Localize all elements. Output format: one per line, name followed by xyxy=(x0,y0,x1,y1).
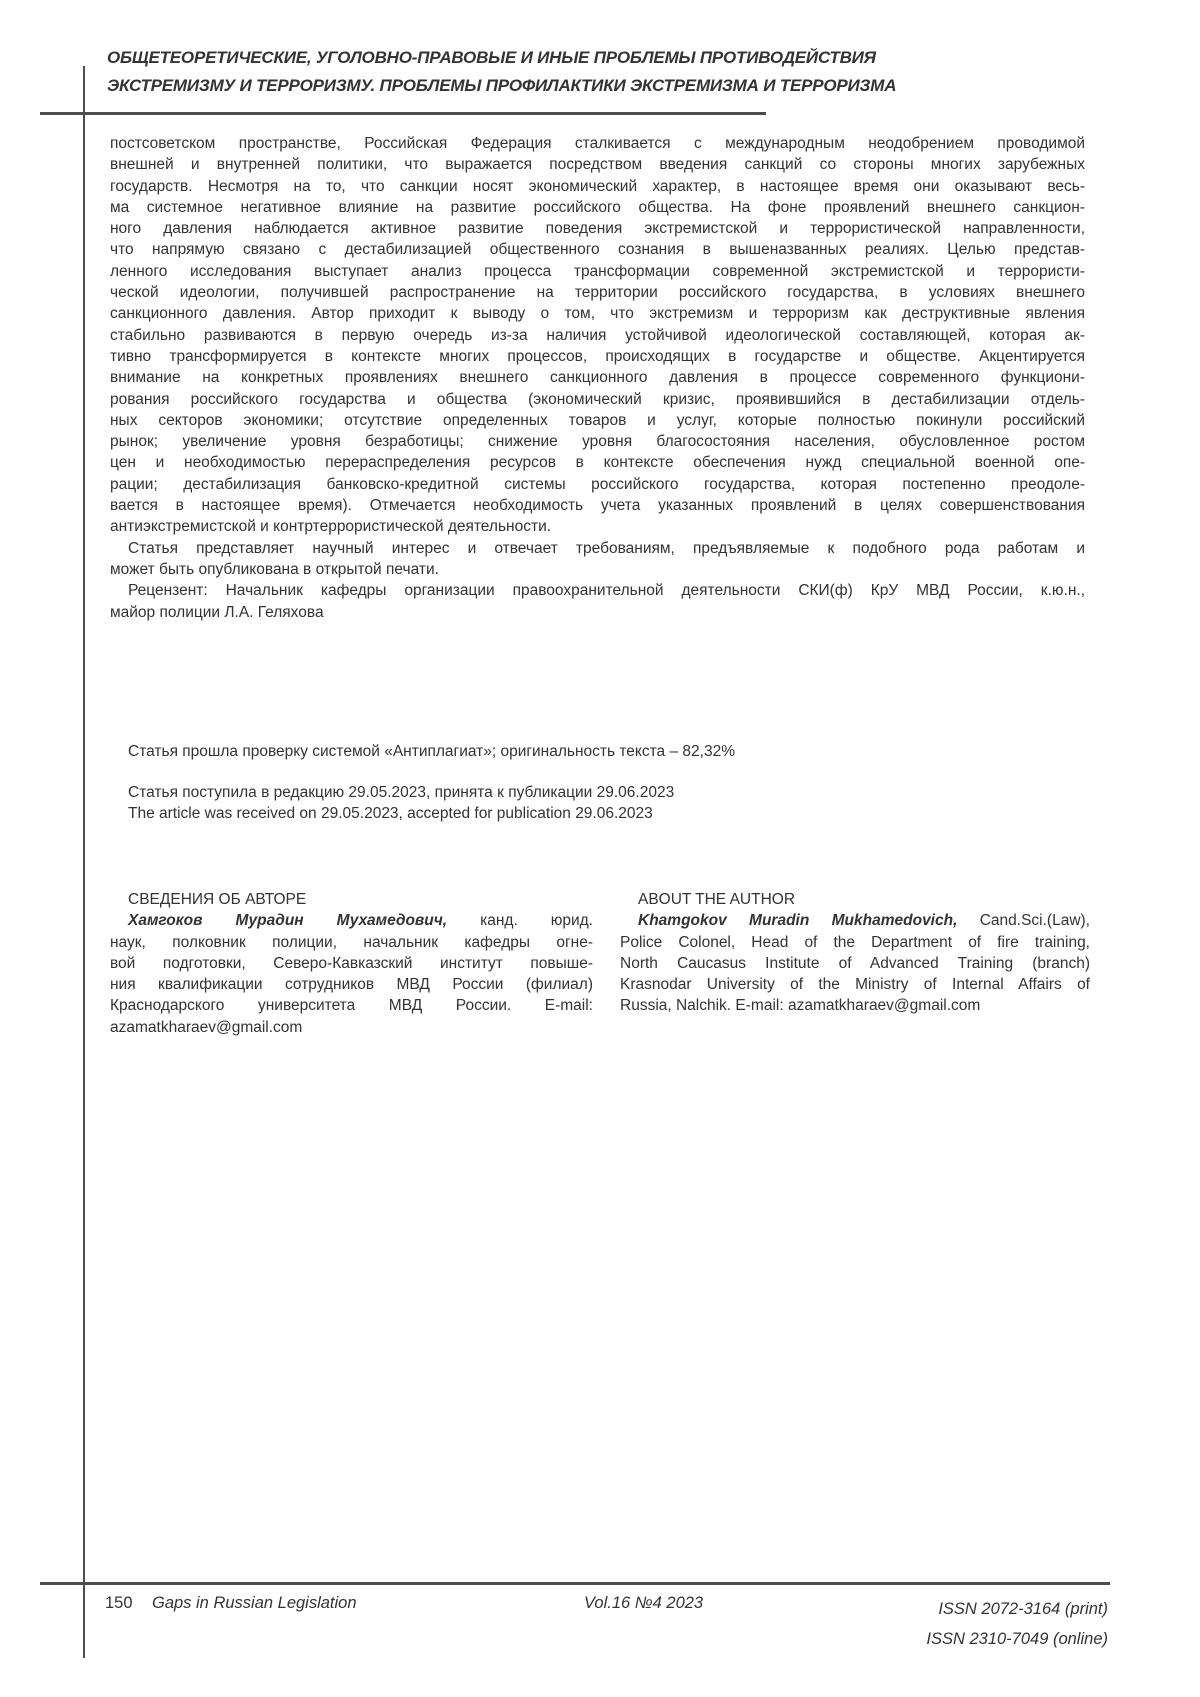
author-name-en: Khamgokov Muradin Mukhamedovich, xyxy=(638,912,958,930)
author-name-ru: Хамгоков Мурадин Мухамедович, xyxy=(128,912,448,930)
review-conclusion-last-line: может быть опубликована в открытой печати. xyxy=(110,560,439,578)
review-text-block xyxy=(110,133,1085,623)
author-info-section xyxy=(110,889,1090,1038)
received-date-en: The article was received on 29.05.2023, accepted for publication 29.06.2023 xyxy=(128,805,653,823)
author-details-en: Police Colonel, Head of the Department of fire training, North Caucasus Institute of Advanced Training (branch) Krasnodar University of the Ministry of Internal Affairs of xyxy=(620,933,1090,994)
author-email-en: Russia, Nalchik. E-mail: azamatkharaev@gmail.com xyxy=(620,997,981,1015)
review-conclusion-line: Статья представляет научный интерес и отвечает требованиям, предъявляемые к подобного рода работам и xyxy=(128,539,1085,557)
footer-issn-online: ISSN 2310-7049 (online) xyxy=(926,1630,1108,1648)
footer-journal-title: Gaps in Russian Legislation xyxy=(152,1594,357,1612)
header-divider-rule xyxy=(40,112,766,115)
author-info-ru xyxy=(110,889,593,1038)
author-email-ru: azamatkharaev@gmail.com xyxy=(110,1018,303,1036)
abstract-paragraph: постсоветском пространстве, Российская Федерация сталкивается с международным неодобрением проводимой внешней и внутренней политики, что выражается посредством введения санкций со стороны многих зарубежных государств. Несмотря на то, что санкции носят экономический характер, в настоящее время они оказывают весь- ма системное негативное влияние на развитие российского общества. На фоне проявлений внешнего санкцион- ного давления наблюдается активное развитие поведения экстремистской и террористической направленности, что напрямую связано с дестабилизацией общественного сознания в вышеназванных реалиях. Целью представ- ленного исследования выступает анализ процесса трансформации современной экстремистской и террористи- ческой идеологии, получившей распространение на территории российского государства, в условиях внешнего санкционного давления. Автор приходит к выводу о том, что экстремизм и терроризм как деструктивные явления стабильно развиваются в первую очередь из-за наличия устойчивой идеологической составляющей, которая ак- тивно трансформируется в контексте многих процессов, происходящих в государстве и обществе. Акцентируется внимание на конкретных проявлениях внешнего санкционного давления в процессе современного функциони- рования российского государства и общества (экономический кризис, проявившийся в дестабилизации отдель- ных секторов экономики; отсутствие определенных товаров и услуг, которые полностью покинули российский рынок; увеличение уровня безработицы; снижение уровня благосостояния населения, обусловленное ростом цен и необходимостью перераспределения ресурсов в контексте обеспечения нужд специальной военной опе- рации; дестабилизация банковско-кредитной системы российского государства, которая постепенно преодоле- вается в настоящее время). Отмечается необходимость учета указанных проявлений в целях совершенствования xyxy=(110,135,1085,515)
author-name-rest-ru: канд. юрид. xyxy=(447,912,593,930)
author-details-ru: наук, полковник полиции, начальник кафедры огне- вой подготовки, Северо-Кавказский институт повыше- ния квалификации сотрудников МВД России (филиал) Краснодарского университета МВД России. E-mail: xyxy=(110,933,593,1015)
footer-divider-rule xyxy=(40,1582,1110,1585)
footer-volume-info: Vol.16 №4 2023 xyxy=(584,1594,704,1612)
footer-issn-block xyxy=(926,1594,1108,1654)
author-name-line-en xyxy=(620,910,1090,931)
footer-page-number: 150 xyxy=(105,1594,133,1612)
running-head-title: ОБЩЕТЕОРЕТИЧЕСКИЕ, УГОЛОВНО-ПРАВОВЫЕ И ИНЫЕ ПРОБЛЕМЫ ПРОТИВОДЕЙСТВИЯ ЭКСТРЕМИЗМУ И ТЕРРОРИЗМУ. ПРОБЛЕМЫ ПРОФИЛАКТИКИ ЭКСТРЕМИЗМА И ТЕРРОРИЗМА xyxy=(107,48,897,95)
received-date-ru: Статья поступила в редакцию 29.05.2023, принята к публикации 29.06.2023 xyxy=(128,784,675,801)
footer-issn-print: ISSN 2072-3164 (print) xyxy=(938,1600,1108,1618)
dates-block xyxy=(128,782,1078,825)
author-name-line-ru xyxy=(110,910,593,931)
antiplagiat-note: Статья прошла проверку системой «Антиплагиат»; оригинальность текста – 82,32% xyxy=(128,743,735,760)
author-heading-ru: СВЕДЕНИЯ ОБ АВТОРЕ xyxy=(128,891,307,908)
author-heading-en: ABOUT THE AUTHOR xyxy=(638,891,796,908)
reviewer-last-line: майор полиции Л.А. Геляхова xyxy=(110,603,324,621)
abstract-last-line: антиэкстремистской и контртеррористической деятельности. xyxy=(110,518,552,536)
author-info-en xyxy=(620,889,1090,1038)
author-name-rest-en: Cand.Sci.(Law), xyxy=(957,912,1090,930)
left-margin-rule xyxy=(83,66,85,1658)
reviewer-line: Рецензент: Начальник кафедры организации правоохранительной деятельности СКИ(ф) КрУ МВД России, к.ю.н., xyxy=(128,582,1085,600)
